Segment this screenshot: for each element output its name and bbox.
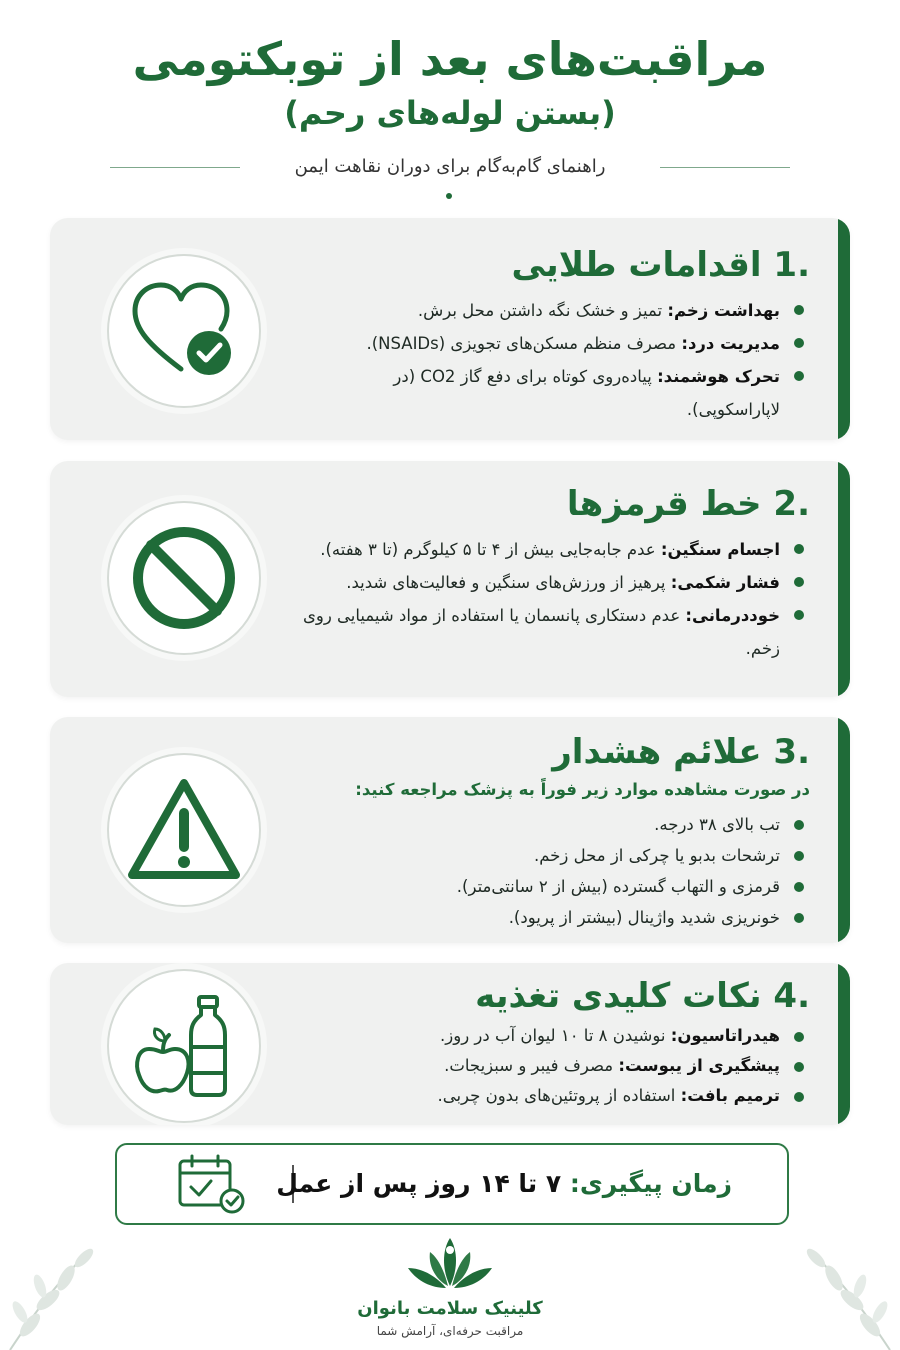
followup-value: ۷ تا ۱۴ روز پس از عمل bbox=[276, 1169, 562, 1198]
tagline: راهنمای گام‌به‌گام برای دوران نقاهت ایمن bbox=[294, 156, 606, 177]
warning-triangle-icon bbox=[107, 753, 261, 907]
followup-text bbox=[276, 1145, 732, 1223]
clinic-name: کلینیک سلامت بانوان bbox=[357, 1298, 543, 1319]
list-item: ترشحات بدبو یا چرکی از محل زخم. bbox=[300, 840, 810, 871]
divider-line bbox=[110, 167, 240, 168]
lotus-logo-icon bbox=[402, 1230, 498, 1298]
section-title: .3 علائم هشدار bbox=[552, 732, 810, 772]
followup-box bbox=[115, 1143, 789, 1225]
card-accent-bar bbox=[838, 461, 850, 697]
calendar-check-icon bbox=[177, 1153, 247, 1215]
list-item: خوددرمانی: عدم دستکاری پانسمان یا استفاده از مواد شیمیایی روی زخم. bbox=[300, 599, 810, 665]
section-card-warning-signs bbox=[50, 717, 850, 943]
tagline-row bbox=[110, 150, 790, 186]
list-item: مدیریت درد: مصرف منظم مسکن‌های تجویزی (NSAIDs). bbox=[300, 327, 810, 360]
page-subtitle: (بستن لوله‌های رحم) bbox=[284, 94, 616, 132]
section-title: .1 اقدامات طلایی bbox=[511, 245, 810, 285]
prohibited-icon bbox=[107, 501, 261, 655]
card-accent-bar bbox=[838, 717, 850, 943]
section-card-nutrition bbox=[50, 963, 850, 1125]
leaf-branch-left-icon bbox=[0, 1230, 140, 1350]
list-item: هیدراتاسیون: نوشیدن ۸ تا ۱۰ لیوان آب در روز. bbox=[300, 1021, 810, 1051]
heart-check-icon bbox=[107, 254, 261, 408]
list-item: ترمیم بافت: استفاده از پروتئین‌های بدون چربی. bbox=[300, 1081, 810, 1111]
warning-intro: در صورت مشاهده موارد زیر فوراً به پزشک مراجعه کنید: bbox=[355, 780, 810, 799]
section-title: .2 خط قرمزها bbox=[566, 484, 810, 524]
divider-line bbox=[660, 167, 790, 168]
divider-dot bbox=[446, 193, 452, 199]
list-item: بهداشت زخم: تمیز و خشک نگه داشتن محل برش. bbox=[300, 294, 810, 327]
followup-label: زمان پیگیری: bbox=[569, 1169, 732, 1198]
list-item: تحرک هوشمند: پیاده‌روی کوتاه برای دفع گاز CO2 (در لاپاراسکوپی). bbox=[300, 360, 810, 426]
page-title: مراقبت‌های بعد از توبکتومی bbox=[132, 32, 768, 86]
leaf-branch-right-icon bbox=[760, 1230, 900, 1350]
section-title: .4 نکات کلیدی تغذیه bbox=[475, 976, 810, 1016]
list-item: پیشگیری از یبوست: مصرف فیبر و سبزیجات. bbox=[300, 1051, 810, 1081]
list-item: تب بالای ۳۸ درجه. bbox=[300, 809, 810, 840]
card-accent-bar bbox=[838, 218, 850, 440]
clinic-tagline: مراقبت حرفه‌ای، آرامش شما bbox=[376, 1324, 524, 1338]
list-item: فشار شکمی: پرهیز از ورزش‌های سنگین و فعالیت‌های شدید. bbox=[300, 566, 810, 599]
list-item: اجسام سنگین: عدم جابه‌جایی بیش از ۴ تا ۵ کیلوگرم (تا ۳ هفته). bbox=[300, 533, 810, 566]
list-item: قرمزی و التهاب گسترده (بیش از ۲ سانتی‌متر). bbox=[300, 871, 810, 902]
list-item: خونریزی شدید واژینال (بیشتر از پریود). bbox=[300, 902, 810, 933]
apple-bottle-icon bbox=[107, 969, 261, 1123]
section-card-golden-measures bbox=[50, 218, 850, 440]
card-accent-bar bbox=[838, 963, 850, 1125]
section-card-red-lines bbox=[50, 461, 850, 697]
